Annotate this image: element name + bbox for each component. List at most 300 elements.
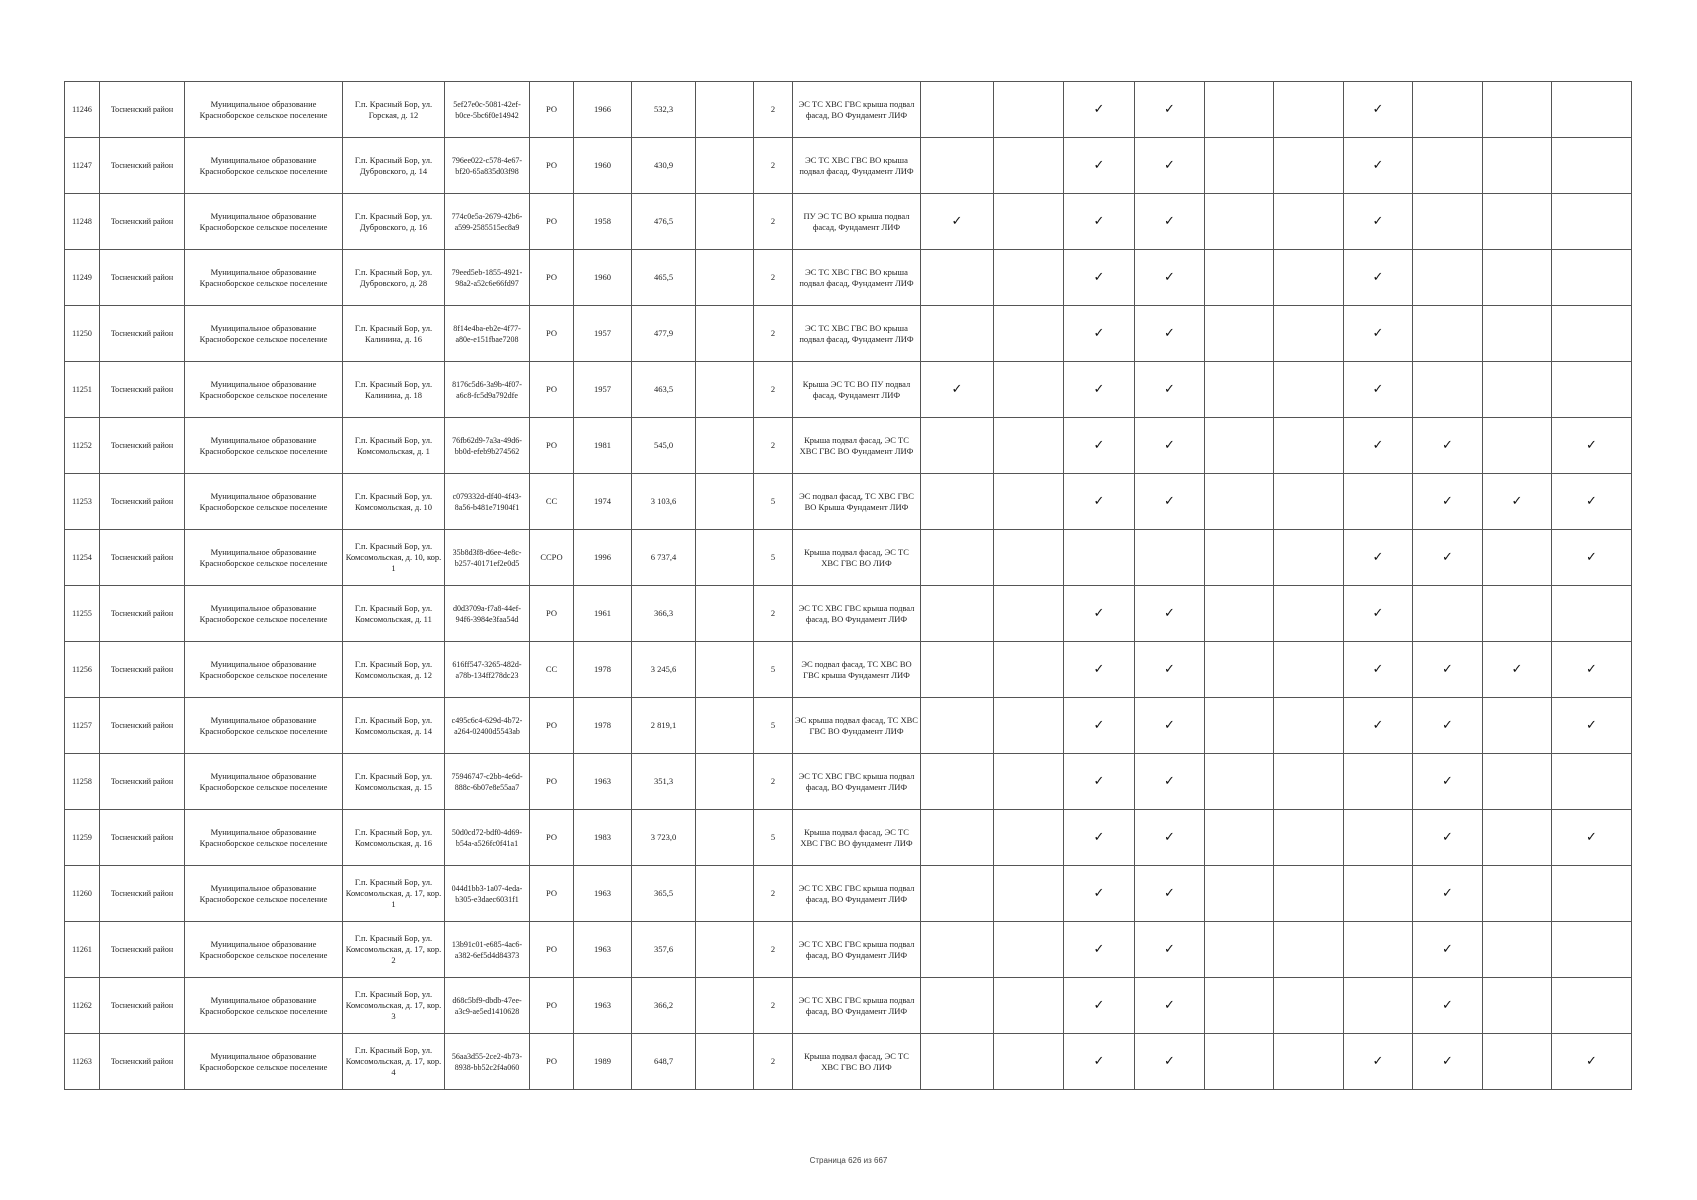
municipality-cell: Муниципальное образование Красноборское сельское поселение xyxy=(185,474,343,530)
row-number: 11260 xyxy=(65,866,100,922)
floors-cell: 2 xyxy=(754,250,793,306)
check-mark-icon: ✓ xyxy=(1413,698,1483,754)
check-mark-icon: ✓ xyxy=(1064,698,1135,754)
guid-cell: c079332d-df40-4f43-8a56-b481e71904f1 xyxy=(445,474,530,530)
empty-mark-cell xyxy=(1274,810,1344,866)
empty-cell xyxy=(696,810,754,866)
empty-mark-cell xyxy=(1274,82,1344,138)
check-mark-icon: ✓ xyxy=(1413,474,1483,530)
empty-mark-cell xyxy=(1483,922,1552,978)
check-mark-icon: ✓ xyxy=(1135,810,1205,866)
guid-cell: 76fb62d9-7a3a-49d6-bb0d-efeb9b274562 xyxy=(445,418,530,474)
empty-mark-cell xyxy=(994,250,1064,306)
works-list-cell: ЭС ТС ХВС ГВС ВО крыша подвал фасад, Фундамент ЛИФ xyxy=(793,138,921,194)
empty-mark-cell xyxy=(1205,1034,1274,1090)
address-cell: Г.п. Красный Бор, ул. Дубровского, д. 14 xyxy=(343,138,445,194)
building-type-cell: РО xyxy=(530,978,574,1034)
empty-mark-cell xyxy=(1205,586,1274,642)
table-row xyxy=(65,1034,1632,1090)
table-row xyxy=(65,922,1632,978)
building-type-cell: РО xyxy=(530,866,574,922)
year-built-cell: 1966 xyxy=(574,82,632,138)
table-row xyxy=(65,698,1632,754)
empty-mark-cell xyxy=(1552,194,1632,250)
building-type-cell: РО xyxy=(530,362,574,418)
year-built-cell: 1963 xyxy=(574,922,632,978)
municipality-cell: Муниципальное образование Красноборское сельское поселение xyxy=(185,306,343,362)
works-list-cell: ЭС ТС ХВС ГВС крыша подвал фасад, ВО Фундамент ЛИФ xyxy=(793,922,921,978)
empty-mark-cell xyxy=(1205,82,1274,138)
check-mark-icon: ✓ xyxy=(1344,1034,1413,1090)
address-cell: Г.п. Красный Бор, ул. Калинина, д. 18 xyxy=(343,362,445,418)
building-type-cell: РО xyxy=(530,754,574,810)
guid-cell: 5ef27e0c-5081-42ef-b0ce-5bc6f0e14942 xyxy=(445,82,530,138)
floors-cell: 2 xyxy=(754,362,793,418)
empty-mark-cell xyxy=(994,362,1064,418)
check-mark-icon: ✓ xyxy=(1064,194,1135,250)
municipality-cell: Муниципальное образование Красноборское сельское поселение xyxy=(185,418,343,474)
empty-mark-cell xyxy=(921,82,994,138)
guid-cell: 79eed5eb-1855-4921-98a2-a52c6e66fd97 xyxy=(445,250,530,306)
guid-cell: 50d0cd72-bdf0-4d69-b54a-a526fc0f41a1 xyxy=(445,810,530,866)
check-mark-icon: ✓ xyxy=(1344,642,1413,698)
works-list-cell: ЭС крыша подвал фасад, ТС ХВС ГВС ВО Фундамент ЛИФ xyxy=(793,698,921,754)
empty-mark-cell xyxy=(1205,418,1274,474)
empty-mark-cell xyxy=(921,586,994,642)
empty-mark-cell xyxy=(1413,138,1483,194)
check-mark-icon: ✓ xyxy=(1064,138,1135,194)
empty-cell xyxy=(696,1034,754,1090)
check-mark-icon: ✓ xyxy=(1344,362,1413,418)
check-mark-icon: ✓ xyxy=(1413,754,1483,810)
row-number: 11246 xyxy=(65,82,100,138)
empty-mark-cell xyxy=(1274,418,1344,474)
empty-cell xyxy=(696,418,754,474)
area-cell: 477,9 xyxy=(632,306,696,362)
guid-cell: 8176c5d6-3a9b-4f07-a6c8-fc5d9a792dfe xyxy=(445,362,530,418)
check-mark-icon: ✓ xyxy=(1135,194,1205,250)
empty-mark-cell xyxy=(1274,586,1344,642)
empty-mark-cell xyxy=(1552,138,1632,194)
address-cell: Г.п. Красный Бор, ул. Комсомольская, д. 10, кор. 1 xyxy=(343,530,445,586)
district-cell: Тосненский район xyxy=(100,306,185,362)
year-built-cell: 1963 xyxy=(574,754,632,810)
floors-cell: 2 xyxy=(754,82,793,138)
guid-cell: 796ee022-c578-4e67-bf20-65a835d03f98 xyxy=(445,138,530,194)
empty-mark-cell xyxy=(1413,194,1483,250)
empty-mark-cell xyxy=(1344,922,1413,978)
floors-cell: 5 xyxy=(754,474,793,530)
address-cell: Г.п. Красный Бор, ул. Комсомольская, д. 11 xyxy=(343,586,445,642)
empty-mark-cell xyxy=(1205,754,1274,810)
check-mark-icon: ✓ xyxy=(1344,194,1413,250)
empty-mark-cell xyxy=(1274,642,1344,698)
empty-mark-cell xyxy=(1274,306,1344,362)
empty-mark-cell xyxy=(1205,642,1274,698)
check-mark-icon: ✓ xyxy=(1135,586,1205,642)
year-built-cell: 1958 xyxy=(574,194,632,250)
empty-mark-cell xyxy=(1274,978,1344,1034)
district-cell: Тосненский район xyxy=(100,754,185,810)
works-list-cell: ЭС ТС ХВС ГВС ВО крыша подвал фасад, Фундамент ЛИФ xyxy=(793,250,921,306)
check-mark-icon: ✓ xyxy=(1552,418,1632,474)
empty-mark-cell xyxy=(1205,194,1274,250)
empty-mark-cell xyxy=(1413,306,1483,362)
empty-mark-cell xyxy=(1483,754,1552,810)
empty-mark-cell xyxy=(1552,922,1632,978)
municipality-cell: Муниципальное образование Красноборское сельское поселение xyxy=(185,698,343,754)
table-row xyxy=(65,82,1632,138)
empty-mark-cell xyxy=(1344,474,1413,530)
empty-mark-cell xyxy=(994,922,1064,978)
floors-cell: 2 xyxy=(754,586,793,642)
table-row xyxy=(65,250,1632,306)
check-mark-icon: ✓ xyxy=(1064,754,1135,810)
address-cell: Г.п. Красный Бор, ул. Комсомольская, д. 1 xyxy=(343,418,445,474)
empty-mark-cell xyxy=(921,810,994,866)
empty-cell xyxy=(696,642,754,698)
area-cell: 3 103,6 xyxy=(632,474,696,530)
empty-mark-cell xyxy=(1483,82,1552,138)
empty-mark-cell xyxy=(1274,474,1344,530)
row-number: 11249 xyxy=(65,250,100,306)
district-cell: Тосненский район xyxy=(100,922,185,978)
area-cell: 3 245,6 xyxy=(632,642,696,698)
building-type-cell: РО xyxy=(530,194,574,250)
check-mark-icon: ✓ xyxy=(1483,474,1552,530)
empty-mark-cell xyxy=(921,754,994,810)
empty-mark-cell xyxy=(921,530,994,586)
year-built-cell: 1963 xyxy=(574,866,632,922)
address-cell: Г.п. Красный Бор, ул. Горская, д. 12 xyxy=(343,82,445,138)
table-row xyxy=(65,866,1632,922)
empty-mark-cell xyxy=(1205,474,1274,530)
check-mark-icon: ✓ xyxy=(1064,978,1135,1034)
empty-cell xyxy=(696,250,754,306)
check-mark-icon: ✓ xyxy=(1135,866,1205,922)
empty-cell xyxy=(696,194,754,250)
check-mark-icon: ✓ xyxy=(1552,1034,1632,1090)
area-cell: 366,3 xyxy=(632,586,696,642)
row-number: 11262 xyxy=(65,978,100,1034)
check-mark-icon: ✓ xyxy=(1552,698,1632,754)
empty-mark-cell xyxy=(1552,978,1632,1034)
works-list-cell: ЭС ТС ХВС ГВС крыша подвал фасад, ВО Фундамент ЛИФ xyxy=(793,82,921,138)
address-cell: Г.п. Красный Бор, ул. Дубровского, д. 28 xyxy=(343,250,445,306)
area-cell: 366,2 xyxy=(632,978,696,1034)
district-cell: Тосненский район xyxy=(100,418,185,474)
check-mark-icon: ✓ xyxy=(1552,530,1632,586)
floors-cell: 2 xyxy=(754,194,793,250)
district-cell: Тосненский район xyxy=(100,474,185,530)
empty-mark-cell xyxy=(1064,530,1135,586)
municipality-cell: Муниципальное образование Красноборское сельское поселение xyxy=(185,194,343,250)
table-row xyxy=(65,978,1632,1034)
check-mark-icon: ✓ xyxy=(1413,922,1483,978)
municipality-cell: Муниципальное образование Красноборское сельское поселение xyxy=(185,810,343,866)
empty-mark-cell xyxy=(994,530,1064,586)
floors-cell: 5 xyxy=(754,530,793,586)
check-mark-icon: ✓ xyxy=(1064,362,1135,418)
district-cell: Тосненский район xyxy=(100,1034,185,1090)
municipality-cell: Муниципальное образование Красноборское сельское поселение xyxy=(185,250,343,306)
empty-mark-cell xyxy=(1483,138,1552,194)
year-built-cell: 1978 xyxy=(574,642,632,698)
works-list-cell: ЭС подвал фасад, ТС ХВС ГВС ВО Крыша Фундамент ЛИФ xyxy=(793,474,921,530)
guid-cell: 56aa3d55-2ce2-4b73-8938-bb52c2f4a060 xyxy=(445,1034,530,1090)
guid-cell: c495c6c4-629d-4b72-a264-02400d5543ab xyxy=(445,698,530,754)
empty-mark-cell xyxy=(1205,978,1274,1034)
empty-cell xyxy=(696,698,754,754)
building-type-cell: РО xyxy=(530,418,574,474)
municipality-cell: Муниципальное образование Красноборское сельское поселение xyxy=(185,642,343,698)
year-built-cell: 1963 xyxy=(574,978,632,1034)
empty-mark-cell xyxy=(921,642,994,698)
area-cell: 465,5 xyxy=(632,250,696,306)
works-list-cell: ЭС ТС ХВС ГВС крыша подвал фасад, ВО Фундамент ЛИФ xyxy=(793,866,921,922)
empty-mark-cell xyxy=(994,978,1064,1034)
empty-mark-cell xyxy=(1205,530,1274,586)
building-type-cell: РО xyxy=(530,1034,574,1090)
empty-mark-cell xyxy=(1205,922,1274,978)
area-cell: 2 819,1 xyxy=(632,698,696,754)
empty-mark-cell xyxy=(1205,306,1274,362)
district-cell: Тосненский район xyxy=(100,642,185,698)
empty-mark-cell xyxy=(1135,530,1205,586)
area-cell: 365,5 xyxy=(632,866,696,922)
district-cell: Тосненский район xyxy=(100,138,185,194)
building-type-cell: РО xyxy=(530,82,574,138)
empty-cell xyxy=(696,530,754,586)
empty-mark-cell xyxy=(994,810,1064,866)
empty-mark-cell xyxy=(1274,194,1344,250)
check-mark-icon: ✓ xyxy=(921,362,994,418)
municipality-cell: Муниципальное образование Красноборское сельское поселение xyxy=(185,530,343,586)
year-built-cell: 1957 xyxy=(574,362,632,418)
row-number: 11258 xyxy=(65,754,100,810)
empty-cell xyxy=(696,362,754,418)
empty-mark-cell xyxy=(1274,530,1344,586)
empty-mark-cell xyxy=(921,866,994,922)
area-cell: 545,0 xyxy=(632,418,696,474)
area-cell: 6 737,4 xyxy=(632,530,696,586)
municipality-cell: Муниципальное образование Красноборское сельское поселение xyxy=(185,82,343,138)
guid-cell: 75946747-c2bb-4e6d-888c-6b07e8e55aa7 xyxy=(445,754,530,810)
row-number: 11251 xyxy=(65,362,100,418)
table-row xyxy=(65,474,1632,530)
year-built-cell: 1978 xyxy=(574,698,632,754)
empty-mark-cell xyxy=(1552,362,1632,418)
empty-mark-cell xyxy=(1205,698,1274,754)
address-cell: Г.п. Красный Бор, ул. Комсомольская, д. 17, кор. 4 xyxy=(343,1034,445,1090)
empty-mark-cell xyxy=(1483,698,1552,754)
building-type-cell: РО xyxy=(530,250,574,306)
empty-cell xyxy=(696,82,754,138)
check-mark-icon: ✓ xyxy=(1344,306,1413,362)
empty-cell xyxy=(696,474,754,530)
table-row xyxy=(65,306,1632,362)
check-mark-icon: ✓ xyxy=(1064,82,1135,138)
building-type-cell: РО xyxy=(530,138,574,194)
row-number: 11263 xyxy=(65,1034,100,1090)
year-built-cell: 1981 xyxy=(574,418,632,474)
check-mark-icon: ✓ xyxy=(1135,754,1205,810)
check-mark-icon: ✓ xyxy=(1344,698,1413,754)
check-mark-icon: ✓ xyxy=(1064,642,1135,698)
address-cell: Г.п. Красный Бор, ул. Комсомольская, д. 17, кор. 1 xyxy=(343,866,445,922)
address-cell: Г.п. Красный Бор, ул. Комсомольская, д. 14 xyxy=(343,698,445,754)
check-mark-icon: ✓ xyxy=(1552,810,1632,866)
empty-mark-cell xyxy=(921,474,994,530)
empty-mark-cell xyxy=(1552,586,1632,642)
check-mark-icon: ✓ xyxy=(921,194,994,250)
works-list-cell: Крыша подвал фасад, ЭС ТС ХВС ГВС ВО Фундамент ЛИФ xyxy=(793,418,921,474)
check-mark-icon: ✓ xyxy=(1413,418,1483,474)
empty-mark-cell xyxy=(921,250,994,306)
guid-cell: d0d3709a-f7a8-44ef-94f6-3984e3faa54d xyxy=(445,586,530,642)
empty-mark-cell xyxy=(1274,754,1344,810)
check-mark-icon: ✓ xyxy=(1135,978,1205,1034)
check-mark-icon: ✓ xyxy=(1135,306,1205,362)
empty-cell xyxy=(696,138,754,194)
area-cell: 648,7 xyxy=(632,1034,696,1090)
empty-mark-cell xyxy=(1344,978,1413,1034)
floors-cell: 5 xyxy=(754,698,793,754)
empty-mark-cell xyxy=(994,1034,1064,1090)
row-number: 11261 xyxy=(65,922,100,978)
empty-mark-cell xyxy=(1483,306,1552,362)
page-footer: Страница 626 из 667 xyxy=(809,1156,888,1165)
empty-mark-cell xyxy=(994,642,1064,698)
district-cell: Тосненский район xyxy=(100,194,185,250)
empty-mark-cell xyxy=(921,978,994,1034)
floors-cell: 2 xyxy=(754,138,793,194)
table-row xyxy=(65,754,1632,810)
empty-mark-cell xyxy=(1344,754,1413,810)
municipality-cell: Муниципальное образование Красноборское сельское поселение xyxy=(185,978,343,1034)
floors-cell: 2 xyxy=(754,1034,793,1090)
row-number: 11254 xyxy=(65,530,100,586)
area-cell: 532,3 xyxy=(632,82,696,138)
works-list-cell: Крыша подвал фасад, ЭС ТС ХВС ГВС ВО ЛИФ xyxy=(793,1034,921,1090)
table-body xyxy=(65,82,1632,1090)
table-row xyxy=(65,194,1632,250)
row-number: 11250 xyxy=(65,306,100,362)
empty-cell xyxy=(696,978,754,1034)
district-cell: Тосненский район xyxy=(100,698,185,754)
check-mark-icon: ✓ xyxy=(1064,474,1135,530)
works-list-cell: Крыша подвал фасад, ЭС ТС ХВС ГВС ВО фундамент ЛИФ xyxy=(793,810,921,866)
building-type-cell: ССРО xyxy=(530,530,574,586)
empty-mark-cell xyxy=(1552,250,1632,306)
check-mark-icon: ✓ xyxy=(1135,138,1205,194)
district-cell: Тосненский район xyxy=(100,810,185,866)
district-cell: Тосненский район xyxy=(100,362,185,418)
empty-mark-cell xyxy=(994,474,1064,530)
year-built-cell: 1957 xyxy=(574,306,632,362)
guid-cell: 044d1bb3-1a07-4eda-b305-e3daec6031f1 xyxy=(445,866,530,922)
check-mark-icon: ✓ xyxy=(1413,1034,1483,1090)
district-cell: Тосненский район xyxy=(100,586,185,642)
year-built-cell: 1960 xyxy=(574,138,632,194)
table-row xyxy=(65,810,1632,866)
empty-cell xyxy=(696,586,754,642)
empty-mark-cell xyxy=(994,866,1064,922)
check-mark-icon: ✓ xyxy=(1413,530,1483,586)
empty-mark-cell xyxy=(1483,418,1552,474)
check-mark-icon: ✓ xyxy=(1344,138,1413,194)
check-mark-icon: ✓ xyxy=(1135,362,1205,418)
empty-mark-cell xyxy=(1483,866,1552,922)
empty-mark-cell xyxy=(994,306,1064,362)
table-row xyxy=(65,138,1632,194)
empty-mark-cell xyxy=(1483,362,1552,418)
empty-mark-cell xyxy=(1413,82,1483,138)
empty-mark-cell xyxy=(1483,530,1552,586)
municipality-cell: Муниципальное образование Красноборское сельское поселение xyxy=(185,1034,343,1090)
address-cell: Г.п. Красный Бор, ул. Комсомольская, д. 17, кор. 3 xyxy=(343,978,445,1034)
empty-cell xyxy=(696,922,754,978)
empty-mark-cell xyxy=(1552,866,1632,922)
municipality-cell: Муниципальное образование Красноборское сельское поселение xyxy=(185,754,343,810)
row-number: 11248 xyxy=(65,194,100,250)
address-cell: Г.п. Красный Бор, ул. Комсомольская, д. 16 xyxy=(343,810,445,866)
empty-mark-cell xyxy=(1344,866,1413,922)
area-cell: 463,5 xyxy=(632,362,696,418)
year-built-cell: 1983 xyxy=(574,810,632,866)
empty-mark-cell xyxy=(1552,306,1632,362)
row-number: 11252 xyxy=(65,418,100,474)
works-list-cell: ЭС ТС ХВС ГВС крыша подвал фасад, ВО Фундамент ЛИФ xyxy=(793,586,921,642)
check-mark-icon: ✓ xyxy=(1344,586,1413,642)
empty-mark-cell xyxy=(1344,810,1413,866)
empty-mark-cell xyxy=(994,698,1064,754)
check-mark-icon: ✓ xyxy=(1064,586,1135,642)
check-mark-icon: ✓ xyxy=(1552,474,1632,530)
municipality-cell: Муниципальное образование Красноборское сельское поселение xyxy=(185,922,343,978)
empty-mark-cell xyxy=(1552,82,1632,138)
empty-mark-cell xyxy=(1274,922,1344,978)
area-cell: 476,5 xyxy=(632,194,696,250)
housing-register-table xyxy=(64,81,1632,1090)
municipality-cell: Муниципальное образование Красноборское сельское поселение xyxy=(185,866,343,922)
district-cell: Тосненский район xyxy=(100,866,185,922)
check-mark-icon: ✓ xyxy=(1064,866,1135,922)
floors-cell: 2 xyxy=(754,418,793,474)
empty-mark-cell xyxy=(1205,362,1274,418)
empty-mark-cell xyxy=(1205,250,1274,306)
empty-mark-cell xyxy=(921,138,994,194)
floors-cell: 2 xyxy=(754,978,793,1034)
building-type-cell: РО xyxy=(530,306,574,362)
empty-cell xyxy=(696,754,754,810)
check-mark-icon: ✓ xyxy=(1064,1034,1135,1090)
check-mark-icon: ✓ xyxy=(1135,82,1205,138)
area-cell: 3 723,0 xyxy=(632,810,696,866)
table-row xyxy=(65,362,1632,418)
empty-mark-cell xyxy=(1274,698,1344,754)
check-mark-icon: ✓ xyxy=(1135,250,1205,306)
works-list-cell: ПУ ЭС ТС ВО крыша подвал фасад, Фундамент ЛИФ xyxy=(793,194,921,250)
works-list-cell: Крыша ЭС ТС ВО ПУ подвал фасад, Фундамент ЛИФ xyxy=(793,362,921,418)
year-built-cell: 1996 xyxy=(574,530,632,586)
table-row xyxy=(65,642,1632,698)
check-mark-icon: ✓ xyxy=(1064,306,1135,362)
area-cell: 351,3 xyxy=(632,754,696,810)
table-row xyxy=(65,586,1632,642)
check-mark-icon: ✓ xyxy=(1135,1034,1205,1090)
empty-mark-cell xyxy=(1483,250,1552,306)
